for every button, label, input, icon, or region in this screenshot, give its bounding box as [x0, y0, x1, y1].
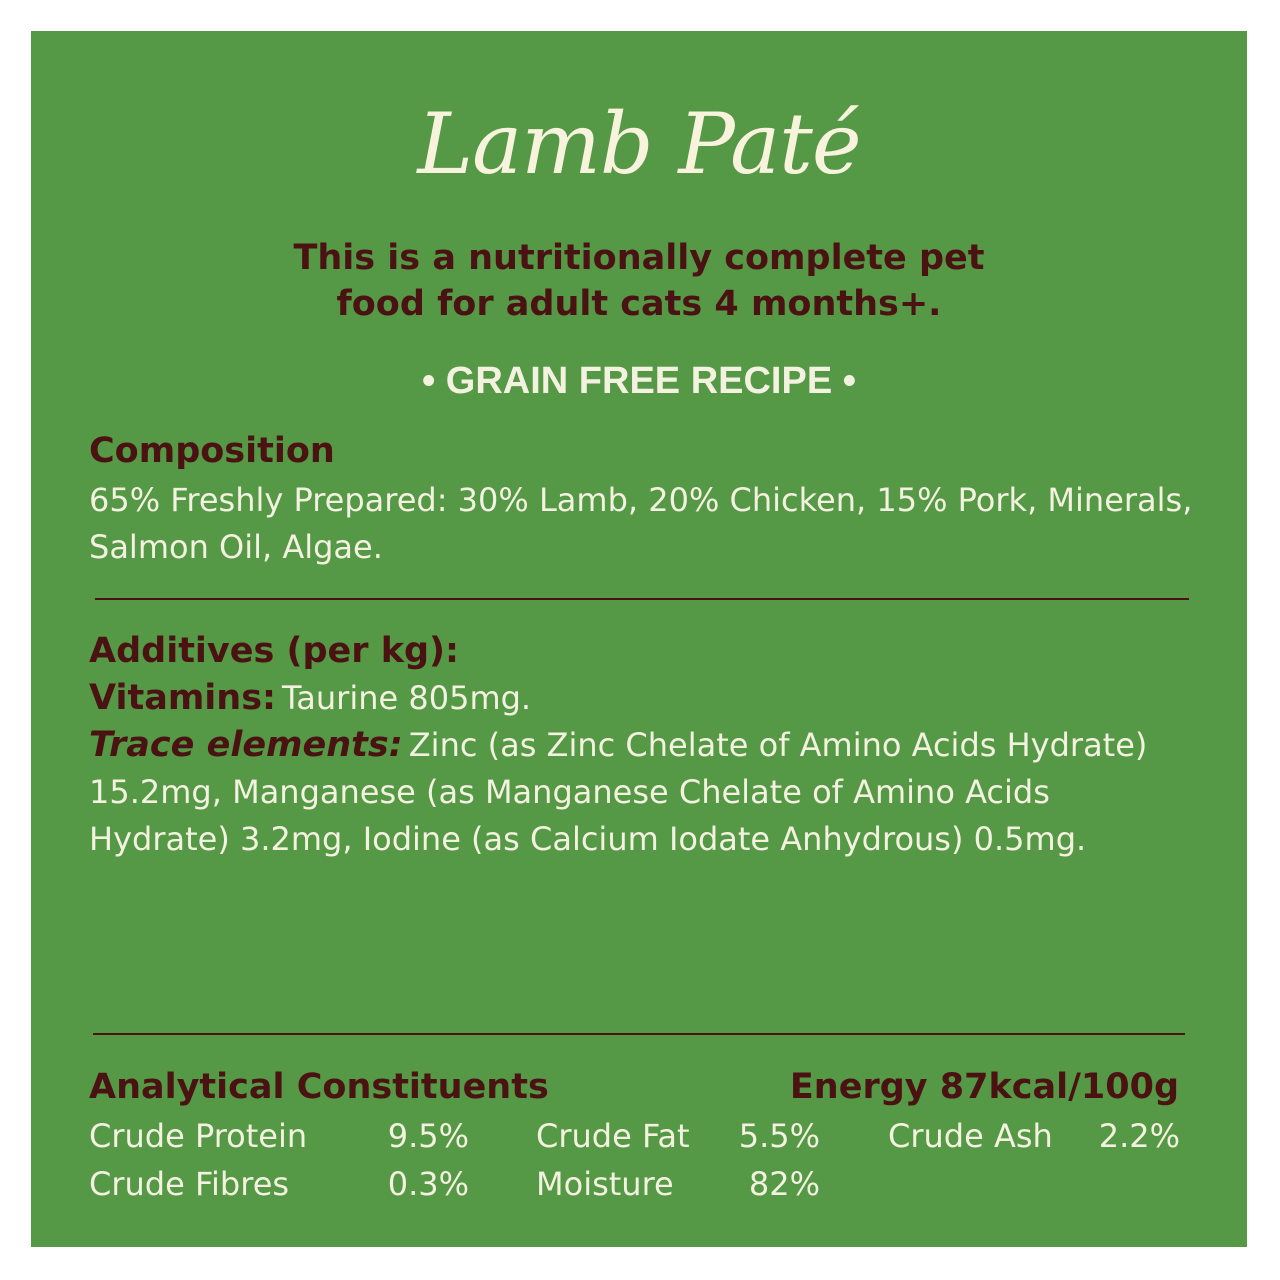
composition-heading: Composition	[89, 431, 335, 471]
intro-line-1: This is a nutritionally complete pet	[293, 238, 985, 278]
product-title: Lamb Paté	[417, 95, 861, 193]
constituent-value: 9.5%	[387, 1117, 469, 1155]
vitamins-text: Taurine 805mg.	[282, 679, 532, 717]
constituent-value: 0.3%	[387, 1165, 469, 1203]
trace-elements-label: Trace elements:	[89, 725, 403, 765]
analytical-constituents-heading: Analytical Constituents	[89, 1067, 549, 1107]
intro-line-2: food for adult cats 4 months+.	[336, 284, 942, 324]
additives-heading: Additives (per kg):	[89, 631, 460, 671]
intro-statement	[31, 235, 1247, 327]
label-panel	[31, 31, 1247, 1247]
constituent-name: Crude Fat	[536, 1117, 690, 1155]
trace-elements-text: Zinc (as Zinc Chelate of Amino Acids Hydrate) 15.2mg, Manganese (as Manganese Chelate of Amino Acids Hydrate) 3.2mg, Iodine (as Calcium Iodate Anhydrous) 0.5mg.	[89, 726, 1148, 858]
constituent-value: 82%	[748, 1165, 820, 1203]
divider	[95, 598, 1189, 600]
constituent-name: Crude Ash	[888, 1117, 1053, 1155]
vitamins-label: Vitamins:	[89, 678, 277, 718]
constituent-name: Crude Fibres	[89, 1165, 290, 1203]
trace-elements-line	[89, 722, 1199, 863]
divider	[93, 1033, 1185, 1035]
constituent-name: Moisture	[536, 1165, 674, 1203]
vitamins-line	[89, 675, 1199, 722]
grain-free-badge: • GRAIN FREE RECIPE •	[421, 360, 857, 402]
constituent-value: 5.5%	[738, 1117, 820, 1155]
constituent-name: Crude Protein	[89, 1117, 308, 1155]
energy-value: Energy 87kcal/100g	[789, 1067, 1179, 1107]
constituent-value: 2.2%	[1098, 1117, 1180, 1155]
additives-body	[89, 675, 1199, 863]
composition-text: 65% Freshly Prepared: 30% Lamb, 20% Chicken, 15% Pork, Minerals, Salmon Oil, Algae.	[89, 481, 1193, 566]
